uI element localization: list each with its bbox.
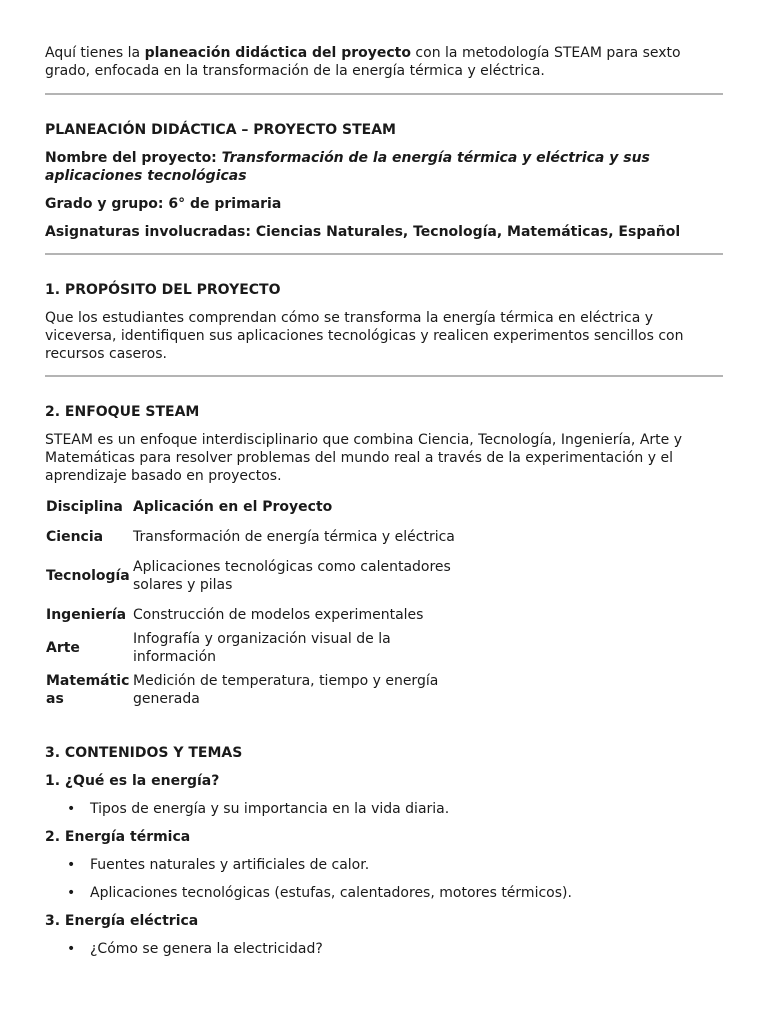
- project-name-label: Nombre del proyecto:: [45, 150, 222, 166]
- table-row: [45, 522, 473, 552]
- divider: [45, 253, 723, 255]
- table-row: [45, 552, 473, 600]
- table-row: [45, 666, 473, 714]
- bullet-icon: •: [67, 941, 76, 957]
- topic-list: [45, 800, 723, 818]
- divider: [45, 375, 723, 377]
- grade-value: 6° de primaria: [168, 196, 282, 212]
- bullet-icon: •: [67, 885, 76, 901]
- table-header-discipline: Disciplina: [46, 499, 123, 515]
- bullet-icon: •: [67, 857, 76, 873]
- subjects-field: [45, 223, 723, 241]
- list-item: [45, 940, 723, 958]
- table-header-application: Aplicación en el Proyecto: [133, 499, 333, 515]
- table-cell-discipline: Tecnología: [46, 568, 130, 584]
- list-item-text: Tipos de energía y su importancia en la vida diaria.: [90, 801, 450, 817]
- list-item-text: Fuentes naturales y artificiales de calor.: [90, 857, 370, 873]
- topic-title: 2. Energía térmica: [45, 829, 191, 845]
- purpose-text: Que los estudiantes comprendan cómo se transforma la energía térmica en eléctrica y viceversa, identifiquen sus aplicaciones tecnológicas y realicen experimentos sencillos con recursos caseros.: [45, 310, 684, 362]
- list-item: [45, 856, 723, 874]
- table-cell-application: Construcción de modelos experimentales: [133, 607, 424, 623]
- table-cell-application: Infografía y organización visual de la información: [133, 631, 391, 665]
- table-cell-discipline: Ciencia: [46, 529, 104, 545]
- grade-label: Grado y grupo:: [45, 196, 169, 212]
- table-cell-application: Medición de temperatura, tiempo y energía generada: [133, 673, 439, 707]
- intro-paragraph: [45, 44, 723, 80]
- section-heading-steam: 2. ENFOQUE STEAM: [45, 404, 200, 420]
- project-name-value: Transformación de la energía térmica y eléctrica y sus aplicaciones tecnológicas: [45, 150, 650, 184]
- topic-list: [45, 940, 723, 958]
- list-item-text: ¿Cómo se genera la electricidad?: [90, 941, 323, 957]
- steam-table: [45, 492, 473, 714]
- topic-title: 1. ¿Qué es la energía?: [45, 773, 220, 789]
- section-heading-purpose: 1. PROPÓSITO DEL PROYECTO: [45, 282, 281, 298]
- table-cell-application: Aplicaciones tecnológicas como calentadores solares y pilas: [133, 559, 451, 593]
- project-name-field: [45, 149, 723, 185]
- intro-pre: Aquí tienes la: [45, 45, 145, 61]
- list-item: [45, 884, 723, 902]
- subjects-label: Asignaturas involucradas:: [45, 224, 256, 240]
- bullet-icon: •: [67, 801, 76, 817]
- intro-post: con la metodología STEAM para sexto grado, enfocada en la transformación de la energía térmica y eléctrica.: [45, 45, 681, 79]
- divider: [45, 93, 723, 95]
- section-heading-contents: 3. CONTENIDOS Y TEMAS: [45, 745, 243, 761]
- topic-title: 3. Energía eléctrica: [45, 913, 199, 929]
- table-row: [45, 630, 473, 666]
- table-header-row: [45, 492, 473, 522]
- intro-bold: planeación didáctica del proyecto: [144, 45, 411, 61]
- table-cell-discipline: Arte: [46, 640, 80, 656]
- table-row: [45, 600, 473, 630]
- subjects-value: Ciencias Naturales, Tecnología, Matemáticas, Español: [255, 224, 681, 240]
- steam-text: STEAM es un enfoque interdisciplinario que combina Ciencia, Tecnología, Ingeniería, Arte y Matemáticas para resolver problemas del mundo real a través de la experimentación y el aprendizaje basado en proyectos.: [45, 432, 682, 484]
- topic-list: [45, 856, 723, 902]
- table-cell-discipline: Matemáticas: [46, 673, 130, 707]
- table-cell-discipline: Ingeniería: [46, 607, 127, 623]
- document-title: PLANEACIÓN DIDÁCTICA – PROYECTO STEAM: [45, 122, 396, 138]
- list-item-text: Aplicaciones tecnológicas (estufas, calentadores, motores térmicos).: [90, 885, 572, 901]
- list-item: [45, 800, 723, 818]
- table-cell-application: Transformación de energía térmica y eléctrica: [133, 529, 455, 545]
- grade-field: [45, 195, 723, 213]
